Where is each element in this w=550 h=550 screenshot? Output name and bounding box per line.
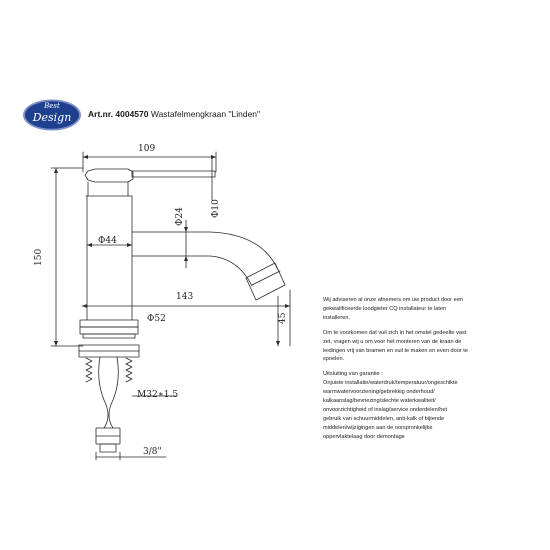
note-line: leidingen vrij van bramen en vuil te maken en even door te	[323, 347, 468, 354]
note-line: zet, vragen wij u om voor het monteren van de kraan de	[323, 338, 462, 345]
brand-name-top: Best	[44, 102, 60, 110]
arrowhead	[285, 304, 290, 308]
note-line: kalkaanslag/bevriezing/slechte waterkwaliteit/	[323, 398, 436, 405]
note-line: middelen/wijzigingen aan de oorspronkelijke	[323, 424, 433, 431]
thread-rod-right	[126, 358, 132, 382]
dim-body-diameter-label: Φ44	[98, 236, 117, 246]
spout-curve-outer	[210, 232, 278, 270]
dim-height-label: 150	[34, 248, 44, 266]
note-advice	[323, 296, 503, 323]
base-gasket	[83, 334, 135, 338]
dim-width-label: 109	[138, 144, 156, 154]
arrowhead	[184, 256, 188, 261]
arrowhead	[127, 243, 132, 247]
dim-reach-label: 143	[176, 292, 194, 302]
note-line: oppervlaktelaag door demontage	[323, 433, 405, 440]
note-line: warmwatervoorziening/gebrekkig onderhoud/	[323, 389, 435, 396]
brand-name-main: Design	[32, 111, 72, 124]
note-line: installeren.	[323, 314, 351, 321]
dim-handle-diameter-label: Φ10	[211, 199, 221, 218]
arrowhead	[276, 341, 280, 346]
arrowhead	[54, 168, 58, 173]
arrowhead	[82, 304, 87, 308]
thread-rod-left	[86, 358, 92, 382]
note-line: Uitsluiting van garantie :	[323, 371, 383, 378]
article-number: Art.nr. 4004570	[88, 109, 149, 119]
dim-spout-height-label: 45	[278, 312, 288, 324]
hose-connection-label: 3/8"	[143, 447, 162, 457]
handle-lever	[85, 169, 133, 182]
note-line: gebruik van schuurmiddelen, anti-kalk of bijtende	[323, 415, 445, 422]
note-line: onvoorzichtigheid of inslag/service onderdelen/het	[323, 406, 448, 413]
spout-curve-inner	[210, 256, 252, 286]
product-name: Wastafelmengkraan "Linden"	[150, 109, 261, 119]
arrowhead	[211, 155, 216, 159]
arrowhead	[83, 155, 88, 159]
thread-spec-label: M32∗1.5	[137, 390, 179, 400]
note-cleaning	[323, 329, 503, 365]
dim-base-diameter-label: Φ52	[147, 314, 166, 324]
arrowhead	[54, 341, 58, 346]
supply-hose	[99, 357, 108, 428]
note-line: Wij adviseren al onze afnemers om uw product door een	[323, 297, 463, 303]
supply-hose	[109, 357, 118, 428]
note-line: spoelen.	[323, 356, 345, 363]
dim-spout-diameter-label: Φ24	[175, 207, 185, 226]
arrowhead	[87, 243, 92, 247]
arrowhead	[184, 227, 188, 232]
handle-grip	[132, 171, 215, 177]
note-line: Onjuiste installatie/waterdruk/temperatuur/ongeschikte	[323, 380, 458, 387]
note-warranty	[323, 370, 503, 441]
note-line: Om te voorkomen dat vuil zich in het omstel gedeelte vast	[323, 329, 467, 336]
note-line: gekwalificeerde loodgieter CQ installateur te laten	[323, 305, 447, 312]
hose-fitting-end	[100, 444, 116, 452]
spout-aerator	[246, 263, 285, 300]
installation-notes	[323, 296, 503, 448]
